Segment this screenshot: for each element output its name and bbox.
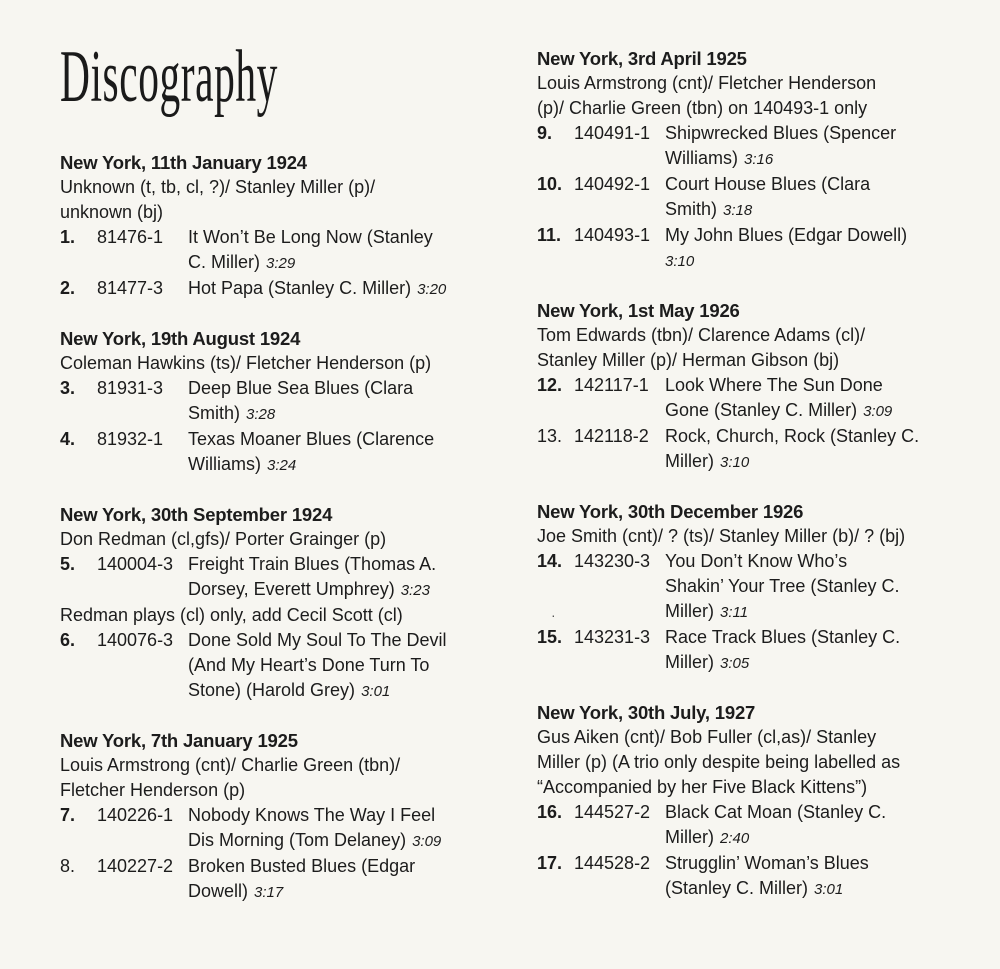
track-row [537, 424, 987, 475]
track-title-line [188, 854, 510, 879]
track-title-text: My John Blues (Edgar Dowell) [665, 225, 908, 245]
track-row [60, 854, 510, 905]
track-number: 12. [537, 375, 563, 395]
track-title-text: Williams) [188, 454, 261, 474]
track-row [60, 803, 510, 854]
track-title-line [188, 276, 510, 302]
track-title-line [665, 223, 987, 248]
track-title-line [188, 678, 510, 704]
right-column [537, 46, 987, 926]
personnel-line: Louis Armstrong (cnt)/ Charlie Green (tbn)/ [60, 755, 401, 775]
matrix-number: 81932-1 [97, 429, 164, 449]
session-heading: New York, 3rd April 1925 [537, 48, 747, 69]
personnel-line: Miller (p) (A trio only despite being labelled as [537, 752, 901, 772]
track-title-text: Williams) [665, 148, 738, 168]
matrix-number: 140227-2 [97, 856, 174, 876]
track-title-line [188, 828, 510, 854]
personnel-line: Coleman Hawkins (ts)/ Fletcher Henderson (p) [60, 353, 432, 373]
track-number: 16. [537, 802, 563, 822]
track-number: 14. [537, 551, 563, 571]
recording-session [60, 728, 510, 905]
stray-dot: · [551, 607, 556, 623]
track-title-text: Dowell) [188, 881, 249, 901]
track-row [60, 376, 510, 427]
track-title-text: Miller) [665, 827, 714, 847]
track-title-text: Dis Morning (Tom Delaney) [188, 830, 407, 850]
recording-session [60, 502, 510, 704]
matrix-number: 143231-3 [574, 627, 651, 647]
matrix-number: 81931-3 [97, 378, 164, 398]
track-title-line [188, 427, 510, 452]
track-title-text: Race Track Blues (Stanley C. [665, 627, 901, 647]
track-duration: 2:40 [720, 830, 750, 847]
track-number: 4. [60, 429, 76, 449]
track-row [537, 121, 987, 172]
matrix-number: 140492-1 [574, 174, 651, 194]
track-row [537, 851, 987, 902]
track-title-line [665, 876, 987, 902]
session-heading: New York, 7th January 1925 [60, 730, 298, 751]
track-number: 10. [537, 174, 563, 194]
track-title-text: Gone (Stanley C. Miller) [665, 400, 858, 420]
session-heading: New York, 30th July, 1927 [537, 702, 756, 723]
track-title-text: You Don’t Know Who’s [665, 551, 848, 571]
track-number: 13. [537, 426, 563, 446]
personnel-line: Don Redman (cl,gfs)/ Porter Grainger (p) [60, 529, 387, 549]
matrix-number: 144527-2 [574, 802, 651, 822]
track-title-text: Nobody Knows The Way I Feel [188, 805, 436, 825]
track-row [537, 172, 987, 223]
track-title-text: Miller) [665, 601, 714, 621]
track-title [665, 800, 987, 851]
recording-session [537, 499, 987, 676]
track-title-line [188, 401, 510, 427]
track-duration: 3:11 [720, 604, 749, 621]
matrix-number: 140076-3 [97, 630, 174, 650]
track-row [537, 625, 987, 676]
track-title-line [188, 376, 510, 401]
page-title: Discography [60, 36, 278, 118]
track-title [188, 628, 510, 704]
track-title-line [665, 650, 987, 676]
matrix-number: 142118-2 [574, 426, 649, 446]
track-duration: 3:29 [266, 255, 296, 272]
track-title-text: Done Sold My Soul To The Devil [188, 630, 447, 650]
personnel-line: Joe Smith (cnt)/ ? (ts)/ Stanley Miller (b)/ ? (bj) [537, 526, 906, 546]
personnel-line: (p)/ Charlie Green (tbn) on 140493-1 only [537, 98, 868, 118]
track-title-line [665, 549, 987, 574]
track-title-line [665, 825, 987, 851]
track-duration: 3:10 [665, 253, 695, 270]
track-number: 5. [60, 554, 76, 574]
track-duration: 3:10 [720, 454, 750, 471]
track-row [60, 628, 510, 704]
track-number: 11. [537, 225, 562, 245]
track-title-text: Shakin’ Your Tree (Stanley C. [665, 576, 900, 596]
track-row [537, 549, 987, 625]
track-title [665, 121, 987, 172]
matrix-number: 142117-1 [574, 375, 649, 395]
track-duration: 3:28 [246, 406, 276, 423]
recording-session [60, 326, 510, 478]
track-title-line [188, 879, 510, 905]
matrix-number: 81476-1 [97, 227, 164, 247]
track-title-line [188, 628, 510, 653]
track-title [665, 172, 987, 223]
personnel-line: Louis Armstrong (cnt)/ Fletcher Henderson [537, 73, 877, 93]
track-title-text: (And My Heart’s Done Turn To [188, 655, 430, 675]
track-duration: 3:20 [417, 281, 447, 298]
track-title-text: Broken Busted Blues (Edgar [188, 856, 416, 876]
track-title [188, 376, 510, 427]
track-title-text: Deep Blue Sea Blues (Clara [188, 378, 414, 398]
personnel-line: Gus Aiken (cnt)/ Bob Fuller (cl,as)/ Stanley [537, 727, 877, 747]
track-title-line [188, 250, 510, 276]
matrix-number: 140491-1 [574, 123, 651, 143]
track-title-line [188, 577, 510, 603]
track-title-text: Hot Papa (Stanley C. Miller) [188, 278, 412, 298]
track-title-text: Shipwrecked Blues (Spencer [665, 123, 897, 143]
track-title-line [665, 121, 987, 146]
track-title-line [665, 197, 987, 223]
track-title-text: Black Cat Moan (Stanley C. [665, 802, 887, 822]
personnel-line: Tom Edwards (tbn)/ Clarence Adams (cl)/ [537, 325, 866, 345]
session-heading: New York, 30th September 1924 [60, 504, 333, 525]
track-duration: 3:18 [723, 202, 753, 219]
session-note: Redman plays (cl) only, add Cecil Scott (cl) [60, 605, 403, 625]
track-title [665, 373, 987, 424]
matrix-number: 81477-3 [97, 278, 164, 298]
personnel-line: Unknown (t, tb, cl, ?)/ Stanley Miller (p)/ [60, 177, 376, 197]
track-title [665, 625, 987, 676]
track-number: 7. [60, 805, 76, 825]
track-title [188, 276, 510, 302]
recording-session [537, 298, 987, 475]
personnel-line: unknown (bj) [60, 202, 164, 222]
session-heading: New York, 11th January 1924 [60, 152, 307, 173]
track-row [537, 373, 987, 424]
track-title [188, 225, 510, 276]
track-title-text: Freight Train Blues (Thomas A. [188, 554, 437, 574]
personnel-line: “Accompanied by her Five Black Kittens”) [537, 777, 868, 797]
track-title [188, 803, 510, 854]
track-title-line [665, 625, 987, 650]
track-row [60, 552, 510, 603]
left-column [60, 150, 510, 929]
track-title-text: Strugglin’ Woman’s Blues [665, 853, 869, 873]
session-heading: New York, 1st May 1926 [537, 300, 740, 321]
track-number: 3. [60, 378, 76, 398]
track-title-text: Miller) [665, 652, 714, 672]
track-row [60, 225, 510, 276]
track-title-text: It Won’t Be Long Now (Stanley [188, 227, 433, 247]
track-title-line [665, 248, 987, 274]
track-title-text: Court House Blues (Clara [665, 174, 871, 194]
track-title-line [188, 452, 510, 478]
recording-session [537, 46, 987, 274]
session-heading: New York, 19th August 1924 [60, 328, 301, 349]
track-title-text: Smith) [665, 199, 718, 219]
track-title-text: Stone) (Harold Grey) [188, 680, 356, 700]
track-title-line [188, 653, 510, 678]
personnel-line: Stanley Miller (p)/ Herman Gibson (bj) [537, 350, 840, 370]
track-title-text: Dorsey, Everett Umphrey) [188, 579, 395, 599]
matrix-number: 140004-3 [97, 554, 174, 574]
track-title-line [665, 373, 987, 398]
track-title-line [665, 398, 987, 424]
track-duration: 3:16 [743, 151, 774, 168]
matrix-number: 144528-2 [574, 853, 651, 873]
track-row [537, 223, 987, 274]
track-title-line [665, 146, 987, 172]
track-row [60, 427, 510, 478]
track-title-line [665, 449, 987, 475]
track-title-text: Texas Moaner Blues (Clarence [188, 429, 435, 449]
track-number: 8. [60, 856, 76, 876]
recording-session [60, 150, 510, 302]
track-title [665, 223, 987, 274]
track-duration: 3:01 [361, 683, 391, 700]
track-title-text: (Stanley C. Miller) [665, 878, 809, 898]
track-number: 2. [60, 278, 76, 298]
track-title-line [665, 172, 987, 197]
track-title-line [665, 599, 987, 625]
track-title [665, 549, 987, 625]
recording-session [537, 700, 987, 902]
track-title [188, 552, 510, 603]
track-title [188, 854, 510, 905]
track-title-line [665, 574, 987, 599]
track-number: 17. [537, 853, 563, 873]
track-title-line [665, 800, 987, 825]
track-duration: 3:17 [254, 884, 284, 901]
matrix-number: 143230-3 [574, 551, 651, 571]
track-title-line [188, 803, 510, 828]
track-row [60, 276, 510, 302]
track-duration: 3:24 [266, 457, 297, 474]
track-title-text: Look Where The Sun Done [665, 375, 883, 395]
track-number: 9. [537, 123, 553, 143]
track-title-line [188, 552, 510, 577]
track-duration: 3:09 [863, 403, 893, 420]
track-title-line [188, 225, 510, 250]
track-title-line [665, 851, 987, 876]
track-row [537, 800, 987, 851]
personnel-line: Fletcher Henderson (p) [60, 780, 246, 800]
track-title [188, 427, 510, 478]
track-duration: 3:01 [814, 881, 844, 898]
track-duration: 3:09 [412, 833, 442, 850]
track-number: 1. [60, 227, 76, 247]
track-title [665, 424, 987, 475]
track-number: 15. [537, 627, 563, 647]
track-title-line [665, 424, 987, 449]
track-title-text: Smith) [188, 403, 241, 423]
track-title [665, 851, 987, 902]
matrix-number: 140493-1 [574, 225, 651, 245]
track-duration: 3:23 [400, 582, 430, 599]
session-heading: New York, 30th December 1926 [537, 501, 804, 522]
track-title-text: C. Miller) [188, 252, 260, 272]
track-duration: 3:05 [720, 655, 750, 672]
track-title-text: Miller) [665, 451, 714, 471]
track-title-text: Rock, Church, Rock (Stanley C. [665, 426, 920, 446]
track-number: 6. [60, 630, 76, 650]
matrix-number: 140226-1 [97, 805, 174, 825]
